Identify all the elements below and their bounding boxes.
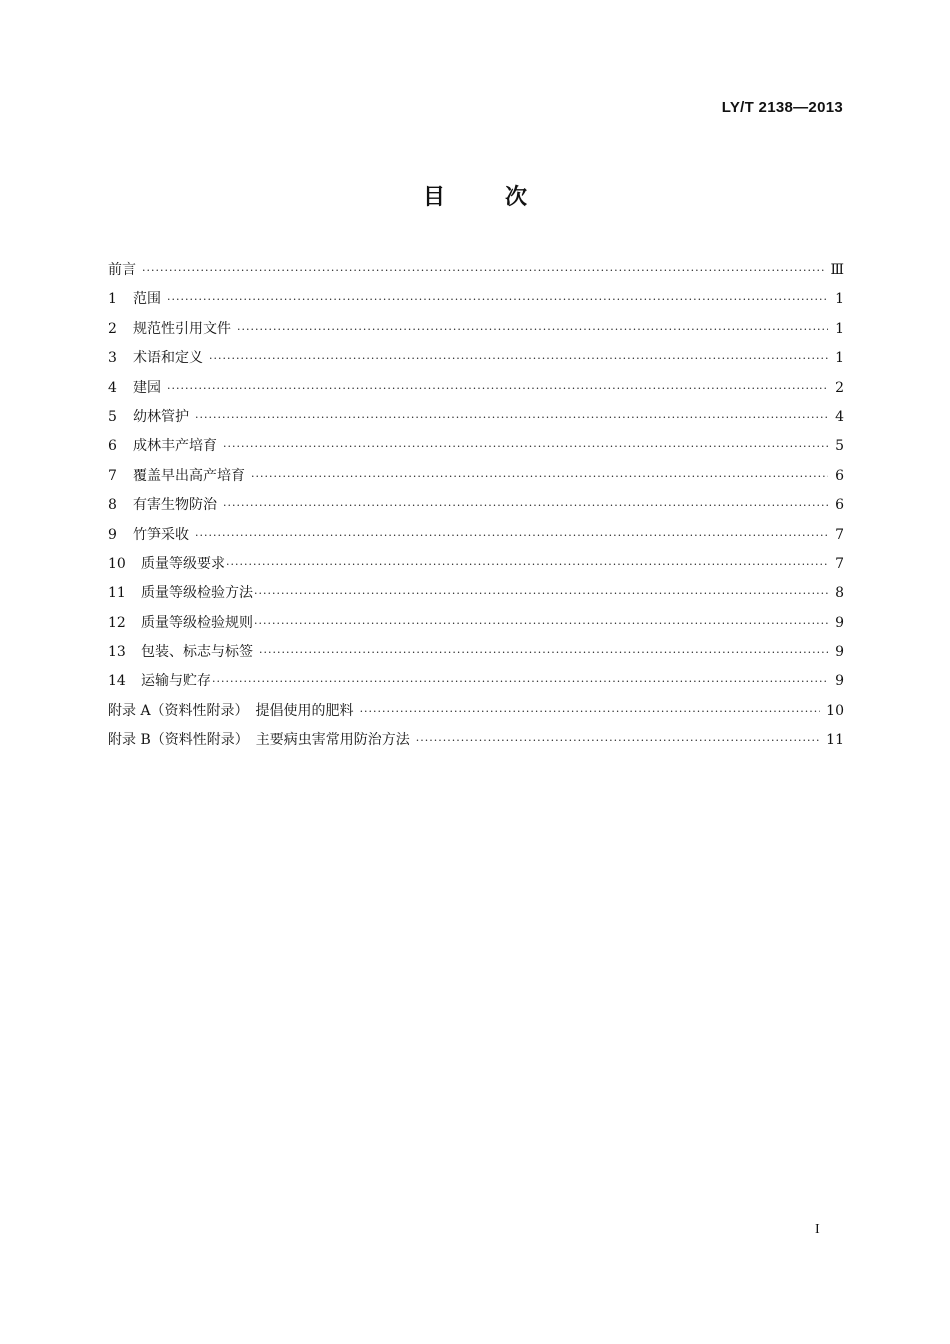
dot-leader	[251, 462, 828, 491]
toc-entry-number: 7	[108, 467, 117, 484]
toc-entry-title: 有害生物防治	[133, 497, 217, 514]
toc-entry-1[interactable]	[108, 285, 844, 314]
toc-entry-7[interactable]	[108, 462, 844, 491]
toc-entry-title: 成林丰产培育	[133, 438, 217, 455]
page-number: I	[815, 1222, 820, 1237]
toc-entry-number: 3	[108, 350, 117, 367]
toc-entry-number: 12	[108, 614, 126, 631]
toc-title-char-2: 次	[505, 185, 528, 210]
toc-entry-number: 9	[108, 526, 117, 543]
toc-entry-13[interactable]	[108, 638, 844, 667]
dot-leader	[209, 344, 828, 373]
dot-leader	[142, 256, 824, 285]
toc-entry-title: 附录 B（资料性附录） 主要病虫害常用防治方法	[108, 732, 410, 749]
toc-entry-6[interactable]	[108, 432, 844, 461]
toc-entry-number: 1	[108, 291, 117, 308]
toc-entry-title: 前言	[108, 262, 136, 278]
toc-entry-page: 1	[835, 320, 844, 337]
toc-entry-title: 规范性引用文件	[133, 320, 231, 337]
toc-entry-title: 建园	[133, 379, 161, 396]
toc-entry-9[interactable]	[108, 521, 844, 550]
toc-entry-page: 1	[835, 291, 844, 308]
toc-entry-title: 竹笋采收	[133, 526, 189, 543]
toc-entry-2[interactable]	[108, 315, 844, 344]
toc-entry-page: 11	[826, 732, 844, 749]
toc-entry-number: 6	[108, 438, 117, 455]
toc-entry-8[interactable]	[108, 491, 844, 520]
toc-entry-page: 6	[835, 497, 844, 514]
toc-entry-page: 2	[835, 379, 844, 396]
dot-leader	[223, 491, 828, 520]
dot-leader	[416, 726, 820, 755]
toc-entry-page: 7	[835, 555, 844, 572]
table-of-contents	[108, 256, 844, 756]
toc-entry-title: 覆盖早出高产培育	[133, 467, 245, 484]
toc-entry-number: 11	[108, 585, 126, 602]
toc-entry-3[interactable]	[108, 344, 844, 373]
toc-entry-title: 附录 A（资料性附录） 提倡使用的肥料	[108, 702, 354, 719]
toc-entry-number: 4	[108, 379, 117, 396]
toc-entry-number: 2	[108, 320, 117, 337]
toc-entry-page: 6	[835, 467, 844, 484]
toc-entry-title: 幼林管护	[133, 408, 189, 425]
toc-entry-14[interactable]	[108, 667, 844, 696]
toc-title	[0, 180, 950, 211]
dot-leader	[195, 521, 828, 550]
toc-entry-page: 8	[835, 585, 844, 602]
toc-entry-page: 7	[835, 526, 844, 543]
standard-code: LY/T 2138—2013	[721, 99, 843, 116]
dot-leader	[195, 403, 828, 432]
toc-entry-title: 术语和定义	[133, 350, 203, 367]
toc-entry-number: 14	[108, 673, 126, 690]
dot-leader	[223, 432, 828, 461]
toc-entry-number: 8	[108, 497, 117, 514]
toc-entry-page: 5	[835, 438, 844, 455]
toc-entry-page: 4	[835, 408, 844, 425]
toc-entry-annex-b[interactable]	[108, 726, 844, 755]
toc-entry-title: 包装、标志与标签	[141, 644, 253, 661]
dot-leader	[360, 697, 821, 726]
toc-entry-title: 质量等级要求	[141, 555, 225, 572]
dot-leader	[167, 374, 828, 403]
dot-leader	[167, 285, 828, 314]
dot-leader	[212, 667, 828, 696]
dot-leader	[226, 550, 828, 579]
toc-entry-page: 9	[835, 614, 844, 631]
toc-title-char-1: 目	[422, 185, 445, 210]
toc-entry-page: 9	[835, 673, 844, 690]
toc-entry-page: 1	[835, 350, 844, 367]
toc-entry-title: 范围	[133, 291, 161, 308]
toc-entry-title: 质量等级检验规则	[141, 614, 253, 631]
toc-entry-page: 9	[835, 644, 844, 661]
toc-entry-10[interactable]	[108, 550, 844, 579]
toc-entry-5[interactable]	[108, 403, 844, 432]
toc-entry-number: 5	[108, 408, 117, 425]
toc-entry-page: Ⅲ	[830, 262, 844, 278]
toc-entry-page: 10	[826, 702, 844, 719]
toc-entry-11[interactable]	[108, 579, 844, 608]
dot-leader	[237, 315, 828, 344]
toc-entry-title: 运输与贮存	[141, 673, 211, 690]
toc-entry-number: 10	[108, 555, 126, 572]
dot-leader	[254, 579, 828, 608]
dot-leader	[259, 638, 828, 667]
toc-entry-annex-a[interactable]	[108, 697, 844, 726]
dot-leader	[254, 609, 828, 638]
toc-entry-4[interactable]	[108, 374, 844, 403]
toc-entry-foreword[interactable]	[108, 256, 844, 285]
toc-entry-title: 质量等级检验方法	[141, 585, 253, 602]
toc-entry-number: 13	[108, 644, 126, 661]
toc-entry-12[interactable]	[108, 609, 844, 638]
